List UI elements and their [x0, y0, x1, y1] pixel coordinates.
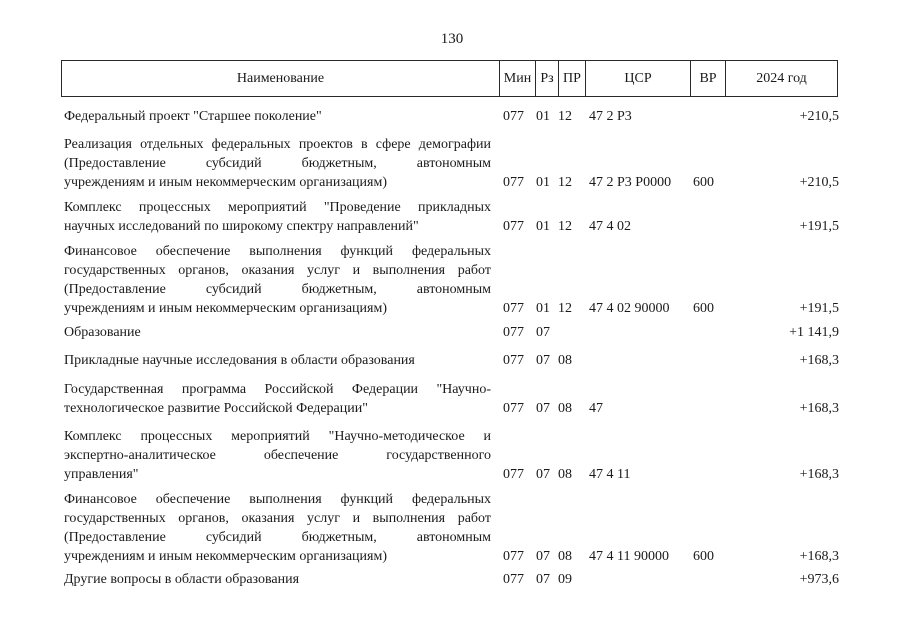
row-name-line: государственных органов, оказания услуг и выполнения работ: [64, 511, 491, 526]
row-csr: 47: [589, 401, 603, 416]
row-rz: 07: [536, 549, 550, 564]
header-min: Мин: [499, 61, 535, 96]
row-csr: 47 4 11: [589, 467, 631, 482]
header-pr: ПР: [558, 61, 585, 96]
row-csr: 47 4 11 90000: [589, 549, 669, 564]
row-amount: +191,5: [799, 219, 839, 234]
row-min: 077: [503, 467, 524, 482]
row-name-line: Финансовое обеспечение выполнения функций федеральных: [64, 492, 491, 507]
page-number: 130: [440, 31, 464, 47]
row-name: [64, 570, 491, 589]
row-name-line: Образование: [64, 325, 141, 340]
row-name: [64, 490, 491, 566]
row-vr: 600: [693, 301, 714, 316]
row-rz: 07: [536, 467, 550, 482]
row-name: [64, 135, 491, 192]
row-name: [64, 351, 491, 370]
row-rz: 01: [536, 219, 550, 234]
row-name-line: учреждениям и иным некоммерческим организациям): [64, 175, 388, 190]
row-pr: 12: [558, 109, 572, 124]
header-vr: ВР: [690, 61, 725, 96]
row-name-line: (Предоставление субсидий бюджетным, автономным: [64, 282, 491, 297]
row-amount: +1 141,9: [789, 325, 839, 340]
row-rz: 01: [536, 109, 550, 124]
row-name-line: Другие вопросы в области образования: [64, 572, 300, 587]
header-rz: Рз: [535, 61, 558, 96]
row-name-line: Финансовое обеспечение выполнения функций федеральных: [64, 244, 491, 259]
row-amount: +210,5: [799, 109, 839, 124]
row-min: 077: [503, 401, 524, 416]
row-min: 077: [503, 219, 524, 234]
table-header: [61, 60, 838, 97]
row-name-line: Комплекс процессных мероприятий "Научно-методическое и: [64, 429, 491, 444]
row-rz: 07: [536, 353, 550, 368]
row-name: [64, 242, 491, 318]
row-min: 077: [503, 549, 524, 564]
row-name-line: Прикладные научные исследования в области образования: [64, 353, 415, 368]
row-name-line: учреждениям и иным некоммерческим организациям): [64, 301, 388, 316]
row-pr: 12: [558, 175, 572, 190]
row-min: 077: [503, 301, 524, 316]
row-amount: +973,6: [799, 572, 839, 587]
header-csr: ЦСР: [585, 61, 690, 96]
row-name-line: государственных органов, оказания услуг и выполнения работ: [64, 263, 491, 278]
row-amount: +168,3: [799, 401, 839, 416]
header-year: 2024 год: [725, 61, 837, 96]
row-csr: 47 2 P3 P0000: [589, 175, 672, 190]
row-name-line: (Предоставление субсидий бюджетным, автономным: [64, 530, 491, 545]
row-name: [64, 427, 491, 484]
row-rz: 01: [536, 301, 550, 316]
row-min: 077: [503, 325, 524, 340]
row-name-line: научных исследований по широкому спектру направлений": [64, 219, 419, 234]
row-name-line: экспертно-аналитическое обеспечение государственного: [64, 448, 491, 463]
row-min: 077: [503, 353, 524, 368]
row-pr: 08: [558, 353, 572, 368]
row-pr: 12: [558, 219, 572, 234]
row-csr: 47 4 02: [589, 219, 631, 234]
row-pr: 08: [558, 467, 572, 482]
row-name-line: Федеральный проект "Старшее поколение": [64, 109, 322, 124]
row-amount: +191,5: [799, 301, 839, 316]
row-min: 077: [503, 175, 524, 190]
row-name-line: (Предоставление субсидий бюджетным, автономным: [64, 156, 491, 171]
row-csr: 47 2 P3: [589, 109, 632, 124]
row-pr: 12: [558, 301, 572, 316]
row-vr: 600: [693, 175, 714, 190]
row-name-line: Комплекс процессных мероприятий "Проведение прикладных: [64, 200, 491, 215]
row-amount: +210,5: [799, 175, 839, 190]
row-rz: 07: [536, 325, 550, 340]
row-rz: 07: [536, 572, 550, 587]
row-name: [64, 323, 491, 342]
row-pr: 08: [558, 401, 572, 416]
row-name: [64, 198, 491, 236]
header-name: Наименование: [236, 71, 325, 86]
row-name: [64, 107, 491, 126]
row-name-line: управления": [64, 467, 139, 482]
row-min: 077: [503, 109, 524, 124]
row-name: [64, 380, 491, 418]
row-rz: 07: [536, 401, 550, 416]
row-name-line: учреждениям и иным некоммерческим организациям): [64, 549, 388, 564]
row-amount: +168,3: [799, 353, 839, 368]
row-rz: 01: [536, 175, 550, 190]
row-name-line: Реализация отдельных федеральных проектов в сфере демографии: [64, 137, 491, 152]
row-pr: 09: [558, 572, 572, 587]
row-csr: 47 4 02 90000: [589, 301, 670, 316]
row-amount: +168,3: [799, 467, 839, 482]
row-name-line: Государственная программа Российской Федерации "Научно-: [64, 382, 491, 397]
row-pr: 08: [558, 549, 572, 564]
row-amount: +168,3: [799, 549, 839, 564]
row-min: 077: [503, 572, 524, 587]
row-vr: 600: [693, 549, 714, 564]
row-name-line: технологическое развитие Российской Федерации": [64, 401, 368, 416]
